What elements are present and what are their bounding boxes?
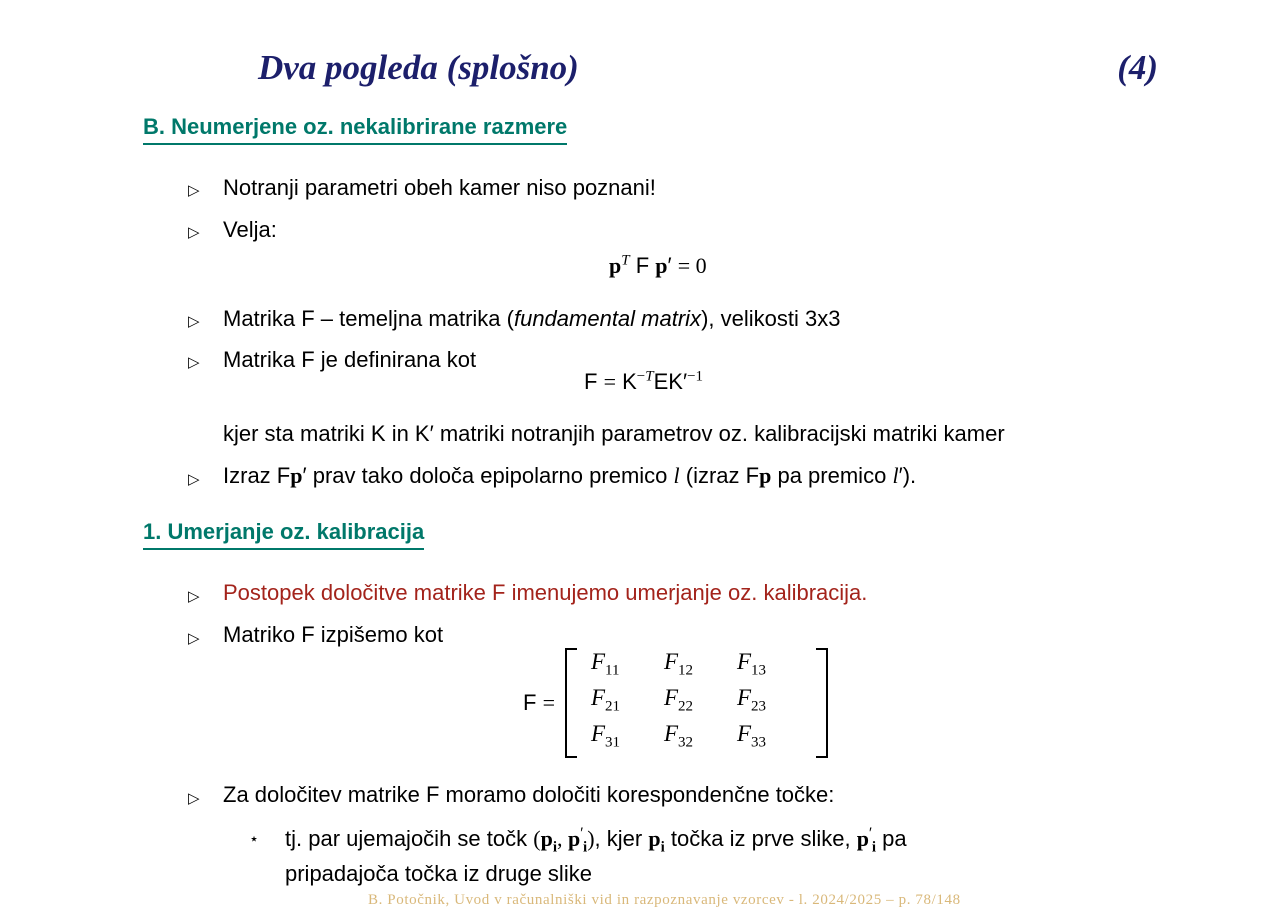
bullet-text-matrix-form: Matriko F izpišemo kot [223,622,444,647]
matrix-entry: $F_{12}$ [663,649,694,679]
bullet-icon: ▷ [188,182,200,199]
matrix-entry: $F_{23}$ [736,685,767,715]
bullet-text-5-d: pa premico [777,463,887,488]
matrix-entry: $F_{13}$ [736,649,767,679]
bullet-icon: ▷ [188,790,200,807]
matrix-entry: $F_{21}$ [590,685,621,715]
slide-footer: B. Potočnik, Uvod v računalniški vid in razpoznavanje vzorcev - l. 2024/2025 – p. 78/148 [368,892,961,908]
bullet-text-5-b: prav tako določa epipolarno premico [312,463,668,488]
bullet-text-3-pre: Matrika F – temeljna matrika ( [223,306,514,331]
bullet-icon: ▷ [188,224,200,241]
matrix-entry: $F_{31}$ [590,721,621,751]
slide-title: Dva pogleda (splošno) [258,48,579,87]
bullet-text-4-continuation: kjer sta matriki K in K′ matriki notranjih parametrov oz. kalibracijski matriki kamer [223,421,1005,446]
section-heading-1: 1. Umerjanje oz. kalibracija [143,519,424,550]
matrix-right-bracket [816,648,828,758]
fundamental-matrix-display [523,648,828,758]
bullet-icon: ▷ [188,471,200,488]
bullet-text-5-a: Izraz F [223,463,291,488]
sub-bullet-part: , kjer [594,826,643,851]
sub-bullet-part: točka iz prve slike, [670,826,851,851]
sub-bullet-part: pa [882,826,907,851]
slide-part-number: (4) [1117,48,1158,87]
bullet-text-5: Izraz Fp′ prav tako določa epipolarno premico l (izraz Fp pa premico l′). [223,463,917,488]
fundamental-definition-equation: $F = K^{-T}EK'^{-1}$ [584,368,704,394]
sub-bullet-text-line1: tj. par ujemajočih se točk ($p_i$, $p'_i$), kjer $p_i$ točka iz prve slike, $p'_i$ pa [285,824,907,856]
bullet-text-3-italic: fundamental matrix [513,306,702,331]
bullet-icon: ▷ [188,354,200,371]
sub-bullet-part: tj. par ujemajočih se točk [285,826,528,851]
matrix-entry: $F_{32}$ [663,721,694,751]
bullet-text-1: Notranji parametri obeh kamer niso poznani! [223,175,656,200]
bullet-text-calibration: Postopek določitve matrike F imenujemo umerjanje oz. kalibracija. [223,580,868,605]
epipolar-equation: $p^T$ F p′ = 0 [609,252,707,278]
matrix-entry: $F_{22}$ [663,685,694,715]
bullet-icon: ▷ [188,630,200,647]
bullet-text-3 [223,306,840,332]
bullet-text-4: Matrika F je definirana kot [223,347,477,372]
sub-bullet-text-line2: pripadajoča točka iz druge slike [285,861,592,886]
matrix-entry: $F_{11}$ [590,649,620,679]
bullet-icon: ▷ [188,313,200,330]
matrix-entry: $F_{33}$ [736,721,767,751]
bullet-text-5-c: (izraz F [685,463,760,488]
star-bullet-icon: ⋆ [249,831,260,848]
bullet-text-2: Velja: [223,217,277,242]
bullet-text-5-e: ). [902,463,917,488]
bullet-text-3-post: ), velikosti 3x3 [701,306,841,331]
matrix-entries [577,649,816,757]
matrix-lhs: F = [523,690,555,715]
section-heading-b: B. Neumerjene oz. nekalibrirane razmere [143,114,567,145]
bullet-icon: ▷ [188,588,200,605]
matrix-left-bracket [565,648,577,758]
bullet-text-correspondences: Za določitev matrike F moramo določiti korespondenčne točke: [223,782,835,807]
